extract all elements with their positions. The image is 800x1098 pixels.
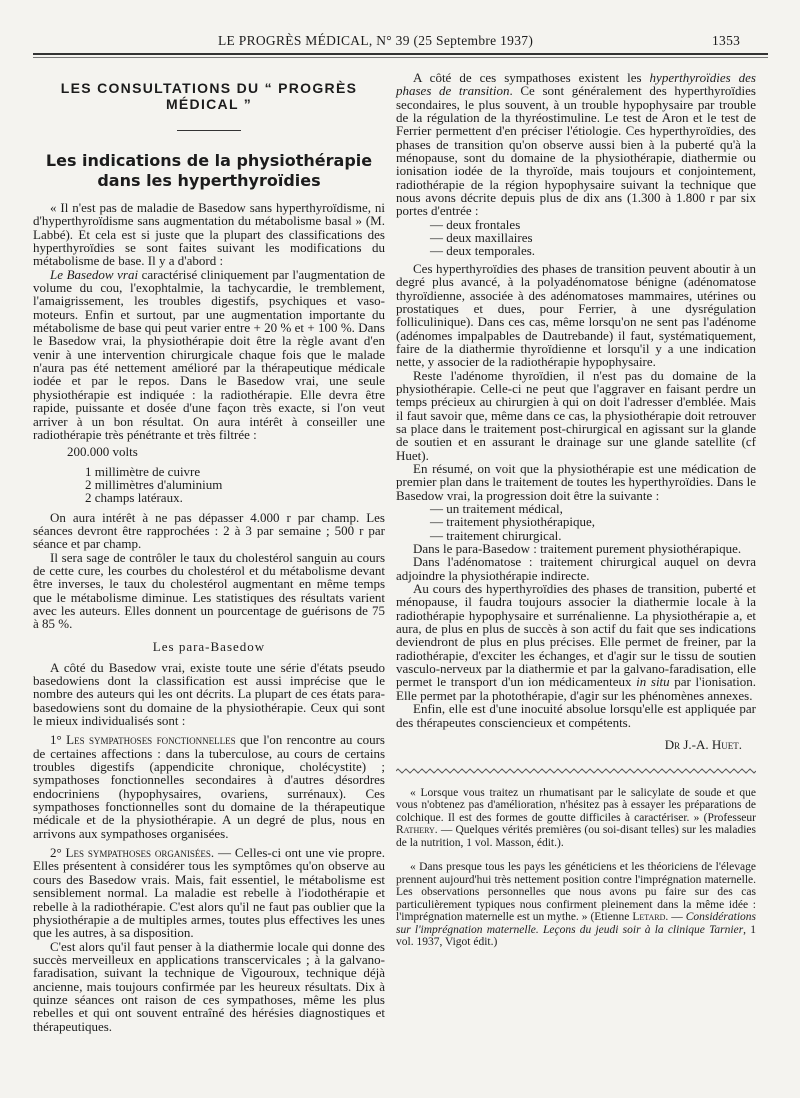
note-letard-author: Letard [632,911,666,924]
treatment-chirurgical: — traitement chirurgical. [430,527,562,543]
port-maxillaires: — deux maxillaires [430,230,533,246]
header-rule-thin [33,57,768,58]
sympathoses-organisees-text: — Celles-ci ont une vie propre. Elles présentent à considérer tous les symptômes qu'on observe au cours des Basedow vrais. Mais, fait essentiel, le métabolisme est sensiblement normal. La maladie est rebelle à l'iodothérapie et rebelle à la radiothérapie. C'est alors qu'il ne faut pas oublier que la physiothérapie a de multiples armes, toutes plus effectives les unes que les autres, à sa disposition. [33,845,386,941]
treatment-medical: — un traitement médical, [430,501,563,516]
phases-transition-term: hyperthyroïdies des phases de transition [396,70,756,99]
note-letard-text-c: , 1 vol. 1937, Vigot édit.) [396,923,756,949]
note-letard-text-b: . — [665,911,686,924]
in-situ-term: in situ [636,674,670,690]
filter-copper: 1 millimètre de cuivre [85,463,201,479]
article-title-line-2: dans les hyperthyroïdies [97,171,321,190]
basedow-vrai-term: Le Basedow vrai [50,266,139,282]
sympathoses-organisees-lead: 2° Les sympathoses organisées. [50,845,215,861]
paragraph-adenomatose-treatment: Dans l'adénomatose : traitement chirurgical auquel on devra adjoindre la physiothérapie indirecte. [396,554,756,583]
paragraph-adenome: Reste l'adénome thyroïdien, il n'est pas du domaine de la physiothérapie. Celle-ci ne peut que l'aggraver en faisant perdre un temps précieux au chirurgien à qui on doit l'adresser d'emblée. Mais il faut savoir que, même dans ce cas, la physiothérapie doit retrouver sa place dans le traitement post-chirurgical en agissant sur la glande de soutien et en assurant le drainage sur une glande satellite (cf Huet). [396,367,756,463]
subheading-para-basedow: Les para-Basedow [152,638,266,654]
paragraph-transition-treatment [396,582,756,702]
paragraph-para-basedow: A côté du Basedow vrai, existe toute une série d'états pseudo basedowiens dont la classification est aussi imprécise que le nombre des auteurs qui les ont décrits. La plupart de ces états para-basedowiens sont du domaine de la physiothérapie. Ceux qui sont le mieux individualisés sont : [33,659,385,729]
treatment-physiotherapique: — traitement physiothérapique, [430,514,595,530]
paragraph-sympathoses-fonctionnelles [33,733,385,840]
dose-volts: 200.000 volts [67,444,138,460]
filter-aluminium: 2 millimètres d'aluminium [85,476,223,492]
sympathoses-fonctionnelles-text: que l'on rencontre au cours de certaines affections : dans la tuberculose, au cours de certains troubles digestifs (appendicite chronique, cholécystite) ; sympathoses fonctionnelles secondaires à d'autres désordres endocriniens (hypophysaires, ovariens, surrénaux). Ces sympathoses fonctionnelles sont du domaine de la thérapeutique médicale et de la physiothérapie. A un degré de plus, nous en arrivons aux sympathoses organisées. [33,732,385,841]
author-signature: Dr J.-A. Huet. [664,736,742,752]
article-title-line-1: Les indications de la physiothérapie [45,151,373,170]
phases-transition-text-a: A côté de ces sympathoses existent les [413,70,650,85]
journal-header-title: LE PROGRÈS MÉDICAL, N° 39 (25 Septembre 1937) [218,33,534,48]
basedow-vrai-text: caractérisé cliniquement par l'augmentation de volume du cou, l'exophtalmie, la tachycardie, le tremblement, l'amaigrissement, les troubles digestifs, psychiques et vaso-moteurs. Enfin et surtout, par une augmentation importante du métabolisme de base qui peut varier entre + 20 % et + 100 %. Dans le Basedow vrai, la physiothérapie doit être la règle avant d'en venir à une intervention chirurgicale chaque fois que le malade n'aura pas été nettement amélioré par la thérapeutique médicale iodée et par le repos. Dans le Basedow vrai, une seule physiothérapie est indiquée : la radiothérapie. Elle devra être rapide, puissante et dosée d'une façon très exacte, si l'on veut arriver à un bon résultat. On aura intérêt à conseiller une radiothérapie très pénétrante et très filtrée : [33,266,385,442]
wavy-divider [396,767,756,775]
port-temporales: — deux temporales. [430,243,536,259]
article-title [33,151,385,191]
paragraph-sympathoses-organisees [33,846,385,939]
left-column [33,60,385,1033]
paragraph-polyadenomatose: Ces hyperthyroïdies des phases de transition peuvent aboutir à un degré plus avancé, à la polyadénomatose bénigne (adénomatose thyroïdienne, associée à des adénomatoses mammaires, utérines ou prostatiques et dues, pour Ferrier, à une dysrégulation folliculinique). Dans ces cas, même lorsqu'on ne sent pas l'adénome (adénomes impalpables de Dautrebande) il faut, systématiquement, faire de la diathermie thyroïdienne et lorsqu'il y a une indication nette, y associer de la radiothérapie hypophysaire. [396,260,756,370]
note-rathery-text-b: . — Quelques vérités premières (ou soi-disant telles) sur les maladies de la nutrition, 1 vol. Masson, édit.). [396,824,756,849]
transition-treatment-text-a: Au cours des hyperthyroïdies des phases de transition, puberté et ménopause, il faudra toujours associer la diathermie locale à la radiothérapie hypophysaire et surrénalienne. La physiothérapie a, et aura, de plus en plus de succès à son actif du fait que ses indications deviendront de plus en plus précises. Elle permet de freiner, par la radiothérapie, d'exciter les échanges, et d'agir sur le tissu de soutien vasculo-nerveux par la diathermie et par la galvano-faradisation, elle permet le transport d'un ion médicamenteux [396,581,756,690]
section-title: LES CONSULTATIONS DU “ PROGRÈS MÉDICAL ” [60,80,358,112]
note-letard-work: Considérations sur l'imprégnation maternelle. Leçons du jeudi soir à la clinique Tarnier [396,911,756,936]
note-letard [396,861,756,949]
note-rathery-author: Rathery [396,824,435,837]
running-head [0,33,800,51]
note-rathery-text-a: « Lorsque vous traitez un rhumatisant par le salicylate de soude et que vous n'obtenez pas d'amélioration, n'hésitez pas à essayer les préparations de colchique. Il est des formes de goutte difficiles à caractériser. » (Professeur [396,786,756,824]
paragraph-phases-transition [396,71,756,218]
paragraph-basedow-vrai [33,268,385,441]
note-letard-text-a: « Dans presque tous les pays les généticiens et les théoriciens de l'élevage prennent aujourd'hui très nettement position contre l'imprégnation maternelle. Les observations personnelles que nous avons pu faire sur des cas particulièrement typiques nous confirment pleinement dans la même idée : l'imprégnation maternelle est un mythe. » (Etienne [396,861,756,924]
paragraph-diathermie: C'est alors qu'il faut penser à la diathermie locale qui donne des succès merveilleux en applications transcervicales ; à la galvano-faradisation, suivant la technique de Vigouroux, technique déjà ancienne, mais toujours confirmée par les heureux résultats. Dix à quinze séances ont raison de ces sympathoses, même les plus rebelles et qui ont souvent entraîné des hérésies diagnostiques et thérapeutiques. [33,938,385,1034]
title-divider [177,130,241,131]
paragraph-para-basedow-treatment: Dans le para-Basedow : traitement purement physiothérapique. [413,541,742,557]
paragraph-conclusion: Enfin, elle est d'une inocuité absolue lorsqu'elle est appliquée par des thérapeutes consciencieux et compétents. [396,701,756,730]
note-rathery [396,787,756,850]
sympathoses-fonctionnelles-lead: 1° Les sympathoses fonctionnelles [50,732,236,748]
page-number: 1353 [712,33,741,48]
paragraph-resume: En résumé, on voit que la physiothérapie est une médication de premier plan dans le traitement de toutes les hyperthyroïdies. Dans le Basedow vrai, la progression doit être la suivante : [396,460,756,503]
transition-treatment-text-b: par l'ionisation. Elle permet par la photothérapie, d'agir sur les phénomènes annexes. [396,674,756,703]
paragraph-intro: « Il n'est pas de maladie de Basedow sans hyperthyroïdisme, ni d'hyperthyroïdisme sans augmentation du métabolisme basal » (M. Labbé). Et cela est si juste que la plupart des classifications des hyperthyroïdies se sont faites suivant les modifications du métabolisme de base. Il y a d'abord : [33,200,385,269]
port-frontales: — deux frontales [430,216,521,232]
paragraph-dosage: On aura intérêt à ne pas dépasser 4.000 r par champ. Les séances devront être rapprochées : 2 à 3 par semaine ; 500 r par séance et par champ. [33,509,385,552]
right-column [396,71,756,961]
phases-transition-text-b: . Ce sont généralement des hyperthyroïdies secondaires, le plus souvent, à un trouble hypophysaire par trouble de la régulation de la thyréostimuline. Le test de Aron et le test de Ferrier permettent d'en préciser l'étiologie. Ces hyperthyroïdies, des phases de transition qu'on observe aussi bien à la puberté qu'à la ménopause, sont du domaine de la physiothérapie, diathermie ou ionisation iodée de la thyroïde, mais toujours et conjointement, radiothérapie de la région hypophysaire suivant la technique que nous avons décrite depuis plus de dix ans (1.300 à 1.800 r par six portes d'entrée : [396,83,756,219]
header-rule [33,53,768,55]
filter-fields: 2 champs latéraux. [85,490,183,506]
paragraph-cholesterol: Il sera sage de contrôler le taux du cholestérol sanguin au cours de cette cure, les courbes du cholestérol et du métabolisme devant être inverses, le taux du cholestérol augmentant en même temps que le métabolisme diminue. Les statistiques des résultats varient avec les auteurs. Elles donnent un pourcentage de guérisons de 75 à 85 %. [33,549,385,632]
